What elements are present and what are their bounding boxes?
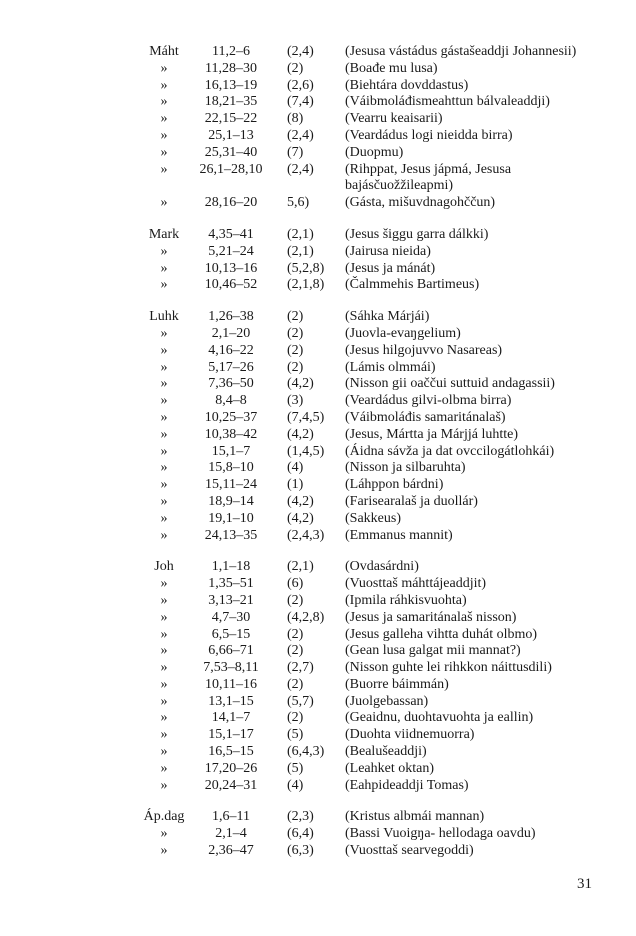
passage-title: (Jesus, Mártta ja Márjjá luhtte) [345,426,519,442]
passage-title: (Jesus hilgojuvvo Nasareas) [345,342,503,358]
passage-title: (Nisson gii oaččui suttuid andagassii) [345,376,555,392]
verse-reference: 17,20–26 [204,760,258,776]
passage-title: (Biehtára dovddastus) [345,77,469,93]
theme-codes: (2,1) [287,226,314,242]
reading-row [0,44,636,61]
theme-codes: (2) [287,325,304,341]
verse-reference: 10,25–37 [204,409,258,425]
book-name: » [160,393,168,409]
reading-row [0,559,636,576]
passage-title: (Nisson ja silbaruhta) [345,460,466,476]
passage-title: (Buorre báimmán) [345,676,449,692]
reading-row [0,660,636,677]
verse-reference: 15,8–10 [208,460,254,476]
theme-codes: (2) [287,309,304,325]
theme-codes: (6,4,3) [287,744,325,760]
book-name: » [160,77,168,93]
verse-reference: 10,13–16 [204,260,258,276]
book-name: Áp.dag [143,809,185,825]
theme-codes: (7,4,5) [287,409,325,425]
theme-codes: (7,4) [287,94,314,110]
reading-row [0,244,636,261]
book-section [0,227,636,294]
book-name: Mark [148,226,180,242]
theme-codes: (2) [287,592,304,608]
passage-title: (Lámis olmmái) [345,359,436,375]
verse-reference: 25,31–40 [204,144,258,160]
theme-codes: (2,7) [287,660,314,676]
passage-title: (Juovla-evaŋgelium) [345,325,461,341]
reading-row [0,94,636,111]
passage-title: (Sáhka Márjái) [345,309,430,325]
reading-row [0,111,636,128]
reading-row [0,78,636,95]
passage-title: (Farisearalaš ja duollár) [345,493,478,509]
reading-row [0,627,636,644]
verse-reference: 18,21–35 [204,94,258,110]
passage-title: (Sakkeus) [345,510,401,526]
book-name: » [160,376,168,392]
reading-row [0,761,636,778]
reading-row [0,162,636,196]
reading-row [0,309,636,326]
book-section [0,309,636,544]
passage-title: (Váibmoláđis samaritánalaš) [345,409,506,425]
theme-codes: (7) [287,144,304,160]
reading-row [0,227,636,244]
passage-title: (Váibmoláđismeahttun bálvaleaddji) [345,94,550,110]
book-name: Joh [154,559,174,575]
verse-reference: 1,1–18 [211,559,251,575]
theme-codes: (5,7) [287,693,314,709]
verse-reference: 2,1–20 [211,325,251,341]
book-name: » [160,826,168,842]
passage-title: (Jesus ja mánát) [345,260,436,276]
book-name: » [160,510,168,526]
passage-title: (Ovdasárdni) [345,559,419,575]
passage-title: (Duopmu) [345,144,404,160]
book-name: » [160,460,168,476]
book-name: » [160,94,168,110]
book-name: » [160,660,168,676]
passage-title: (Rihppat, Jesus jápmá, Jesusa bajásčuožžileapmi) [345,161,512,194]
passage-title: (Áidna sávža ja dat ovccilogátlohkái) [345,443,555,459]
theme-codes: (1,4,5) [287,443,325,459]
book-name: » [160,527,168,543]
reading-row [0,494,636,511]
passage-title: (Duohta viidnemuorra) [345,727,475,743]
book-name: » [160,111,168,127]
passage-title: (Ipmila ráhkisvuohta) [345,592,467,608]
verse-reference: 7,36–50 [208,376,254,392]
theme-codes: (4,2) [287,376,314,392]
reading-row [0,744,636,761]
passage-title: (Vuosttaš máhttájeaddjit) [345,576,487,592]
verse-reference: 28,16–20 [204,195,258,211]
reading-row [0,528,636,545]
passage-title: (Veardádus logi nieidda birra) [345,127,513,143]
reading-row [0,593,636,610]
passage-title: (Geaidnu, duohtavuohta ja eallin) [345,710,534,726]
reading-row [0,778,636,795]
verse-reference: 5,17–26 [208,359,254,375]
book-section [0,809,636,859]
theme-codes: (2) [287,626,304,642]
book-section [0,559,636,794]
book-name: » [160,260,168,276]
theme-codes: (2,1,8) [287,277,325,293]
theme-codes: (2,4) [287,44,314,59]
verse-reference: 15,1–17 [208,727,254,743]
verse-reference: 10,46–52 [204,277,258,293]
reading-row [0,61,636,78]
book-name: » [160,443,168,459]
theme-codes: (2,4) [287,161,314,177]
book-name: » [160,477,168,493]
reading-row [0,826,636,843]
book-name: » [160,843,168,859]
book-name: » [160,195,168,211]
theme-codes: (5) [287,760,304,776]
book-name: » [160,760,168,776]
verse-reference: 25,1–13 [208,127,254,143]
verse-reference: 14,1–7 [211,710,251,726]
theme-codes: (1) [287,477,304,493]
reading-row [0,427,636,444]
book-name: » [160,710,168,726]
verse-reference: 26,1–28,10 [199,161,263,177]
reading-row [0,343,636,360]
book-name: » [160,426,168,442]
theme-codes: (6,4) [287,826,314,842]
theme-codes: (4) [287,777,304,793]
theme-codes: (2,4) [287,127,314,143]
book-name: » [160,777,168,793]
theme-codes: (5) [287,727,304,743]
book-name: » [160,676,168,692]
passage-title: (Čalmmehis Bartimeus) [345,277,480,293]
theme-codes: (4,2) [287,493,314,509]
verse-reference: 15,11–24 [205,477,257,493]
theme-codes: (4,2) [287,426,314,442]
reading-row [0,195,636,212]
passage-title: (Bealušeaddji) [345,744,427,760]
reading-row [0,410,636,427]
book-name: » [160,161,168,177]
theme-codes: (2,4,3) [287,527,325,543]
theme-codes: (2) [287,710,304,726]
passage-title: (Vearru keaisarii) [345,111,443,127]
verse-reference: 10,38–42 [204,426,258,442]
verse-reference: 20,24–31 [204,777,258,793]
theme-codes: (8) [287,111,304,127]
book-name: » [160,60,168,76]
passage-title: (Leahket oktan) [345,760,435,776]
reading-row [0,277,636,294]
reading-row [0,360,636,377]
passage-title: (Bassi Vuoigŋa- hellodaga oavdu) [345,826,536,842]
verse-reference: 16,13–19 [204,77,258,93]
verse-reference: 19,1–10 [208,510,254,526]
verse-reference: 1,6–11 [212,809,250,825]
passage-title: (Jesus šiggu garra dálkki) [345,226,489,242]
reading-row [0,326,636,343]
reading-row [0,727,636,744]
theme-codes: (4) [287,460,304,476]
reading-row [0,710,636,727]
reading-row [0,261,636,278]
reading-row [0,393,636,410]
verse-reference: 4,35–41 [208,226,254,242]
reading-row [0,145,636,162]
verse-reference: 16,5–15 [208,744,254,760]
verse-reference: 6,5–15 [211,626,251,642]
book-name: » [160,144,168,160]
verse-reference: 22,15–22 [204,111,258,127]
book-name: » [160,576,168,592]
passage-title: (Emmanus mannit) [345,527,453,543]
passage-title: (Jairusa nieida) [345,243,431,259]
reading-row [0,576,636,593]
passage-title: (Nisson guhte lei rihkkon náittusdili) [345,660,552,676]
book-name: » [160,325,168,341]
reading-row [0,610,636,627]
passage-title: (Veardádus gilvi-olbma birra) [345,393,512,409]
verse-reference: 11,28–30 [205,60,257,76]
book-name: » [160,609,168,625]
theme-codes: (4,2) [287,510,314,526]
verse-reference: 13,1–15 [208,693,254,709]
passage-title: (Jesus galleha vihtta duhát olbmo) [345,626,538,642]
verse-reference: 7,53–8,11 [203,660,259,676]
verse-reference: 5,21–24 [208,243,254,259]
reading-row [0,511,636,528]
verse-reference: 24,13–35 [204,527,258,543]
verse-reference: 2,36–47 [208,843,254,859]
theme-codes: (2) [287,342,304,358]
passage-title: (Kristus albmái mannan) [345,809,485,825]
theme-codes: (2,3) [287,809,314,825]
book-name: » [160,342,168,358]
passage-title: (Eahpideaddji Tomas) [345,777,469,793]
reading-row [0,477,636,494]
theme-codes: (3) [287,393,304,409]
theme-codes: (2,1) [287,559,314,575]
page-number: 31 [577,876,592,892]
book-name: » [160,626,168,642]
book-name: » [160,693,168,709]
passage-title: (Juolgebassan) [345,693,429,709]
book-name: » [160,409,168,425]
passage-title: (Gásta, mišuvdnagohččun) [345,195,496,211]
theme-codes: (4,2,8) [287,609,325,625]
book-name: » [160,359,168,375]
theme-codes: 5,6) [287,195,310,211]
verse-reference: 1,35–51 [208,576,254,592]
reading-row [0,376,636,393]
theme-codes: (2,1) [287,243,314,259]
reading-row [0,444,636,461]
book-name: Luhk [149,309,179,325]
reading-row [0,843,636,860]
verse-reference: 18,9–14 [208,493,254,509]
theme-codes: (5,2,8) [287,260,325,276]
book-name: » [160,127,168,143]
book-name: Máht [149,44,179,59]
verse-reference: 6,66–71 [208,643,254,659]
reading-row [0,809,636,826]
book-name: » [160,592,168,608]
verse-reference: 2,1–4 [215,826,247,842]
passage-title: (Vuosttaš searvegoddi) [345,843,474,859]
verse-reference: 11,2–6 [212,44,250,59]
reading-row [0,643,636,660]
theme-codes: (2) [287,60,304,76]
reading-row [0,694,636,711]
verse-reference: 15,1–7 [211,443,251,459]
theme-codes: (6,3) [287,843,314,859]
passage-title: (Láhppon bárdni) [345,477,444,493]
verse-reference: 10,11–16 [205,676,257,692]
theme-codes: (2) [287,676,304,692]
theme-codes: (2) [287,359,304,375]
book-name: » [160,643,168,659]
book-name: » [160,727,168,743]
book-name: » [160,243,168,259]
reading-list [0,44,636,875]
verse-reference: 8,4–8 [215,393,247,409]
passage-title: (Jesus ja samaritánalaš nisson) [345,609,517,625]
passage-title: (Boađe mu lusa) [345,60,438,76]
verse-reference: 4,16–22 [208,342,254,358]
verse-reference: 3,13–21 [208,592,254,608]
book-section [0,44,636,212]
theme-codes: (2,6) [287,77,314,93]
book-name: » [160,277,168,293]
reading-row [0,460,636,477]
reading-row [0,128,636,145]
passage-title: (Jesusa vástádus gástašeaddji Johannesii) [345,44,577,59]
reading-row [0,677,636,694]
passage-title: (Gean lusa galgat mii mannat?) [345,643,521,659]
book-name: » [160,744,168,760]
verse-reference: 4,7–30 [211,609,251,625]
book-name: » [160,493,168,509]
verse-reference: 1,26–38 [208,309,254,325]
theme-codes: (6) [287,576,304,592]
theme-codes: (2) [287,643,304,659]
